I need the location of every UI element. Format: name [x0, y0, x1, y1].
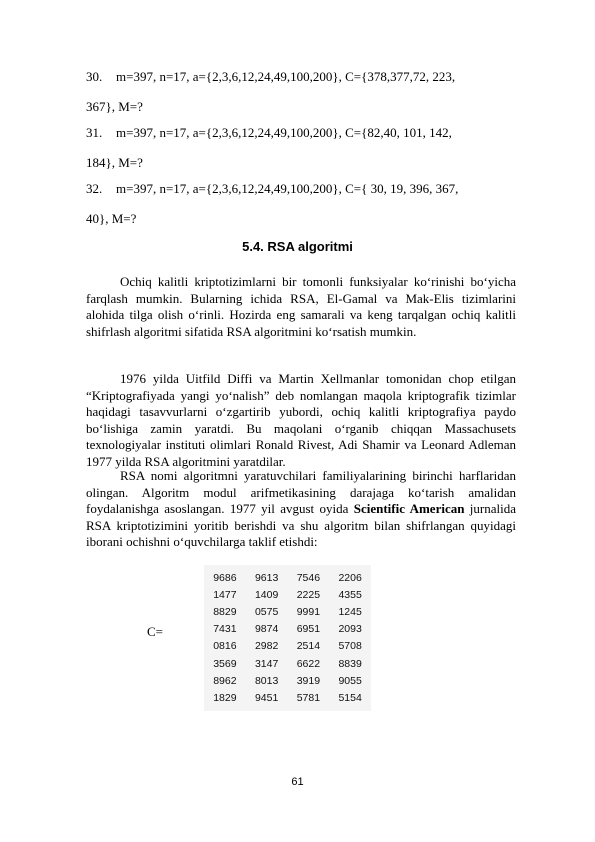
problem-text: m=397, n=17, a={2,3,6,12,24,49,100,200}, C={ 30, 19, 396, 367, [116, 181, 459, 196]
cipher-cell: 1245 [338, 605, 362, 618]
cipher-cell: 9686 [213, 571, 237, 584]
cipher-cell: 8839 [338, 657, 362, 670]
paragraph-rsa-name [86, 468, 516, 551]
cipher-cell: 1829 [213, 691, 237, 704]
problem-line-1 [86, 62, 516, 92]
cipher-cell: 8013 [254, 674, 279, 687]
problem-line-2: 40}, M=? [86, 211, 137, 226]
cipher-cell: 5781 [296, 691, 321, 704]
paragraph-intro: Ochiq kalitli kriptotizimlarni bir tomonli funksiyalar ko‘rinishi bo‘yicha farqlash mumkin. Bularning ichida RSA, El-Gamal va Mak-Elis tizimlarini alohida tilga olish o‘rinli. Hozirda eng samarali va keng tarqalgan ochiq kalitli shifrlash algoritmi sifatida RSA algoritmini ko‘rsatish mumkin. [86, 274, 516, 339]
cipher-cell: 8829 [213, 605, 237, 618]
problem-32 [86, 174, 516, 234]
cipher-cell: 6622 [296, 657, 321, 670]
cipher-row [204, 638, 371, 655]
cipher-row [204, 655, 371, 672]
cipher-row [204, 672, 371, 689]
cipher-cell: 3569 [213, 657, 237, 670]
problem-line-1 [86, 118, 516, 148]
cipher-cell: 7431 [213, 623, 237, 636]
cipher-cell: 9055 [338, 674, 362, 687]
cipher-cell: 9874 [254, 623, 279, 636]
cipher-cell: 5154 [338, 691, 362, 704]
problem-number: 32. [86, 181, 103, 196]
cipher-cell: 6951 [296, 623, 321, 636]
cipher-cell: 9451 [254, 691, 279, 704]
cipher-cell: 1477 [213, 588, 237, 601]
problem-text: m=397, n=17, a={2,3,6,12,24,49,100,200}, C={378,377,72, 223, [116, 69, 456, 84]
cipher-row [204, 586, 371, 603]
cipher-cell: 2206 [338, 571, 362, 584]
cipher-cell: 5708 [338, 640, 362, 653]
cipher-cell: 2225 [296, 588, 321, 601]
cipher-cell: 2982 [254, 640, 279, 653]
paragraph-text-before: RSA nomi algoritmni yaratuvchilari familiyalarining birinchi harflaridan olingan. Algoritm modul arifmetikasining darajaga ko‘tarish amalidan foydalanishga asoslangan. 1977 yil avgust oyida [86, 468, 516, 516]
cipher-row [204, 689, 371, 706]
problem-30 [86, 62, 516, 122]
problem-text: m=397, n=17, a={2,3,6,12,24,49,100,200}, C={82,40, 101, 142, [116, 125, 452, 140]
cipher-cell: 4355 [338, 588, 362, 601]
paragraph-text-after: jurnalida RSA kriptotizimini yoritib berishdi va shu algoritm bilan shifrlangan quyidagi iborani ochishni o‘quvchilarga taklif etishdi: [86, 501, 516, 549]
cipher-cell: 0575 [254, 605, 279, 618]
cipher-cell: 1409 [254, 588, 279, 601]
cipher-cell: 2514 [296, 640, 321, 653]
cipher-row [204, 621, 371, 638]
cipher-cell: 3147 [254, 657, 279, 670]
cipher-cell: 7546 [296, 571, 321, 584]
cipher-label: C= [147, 624, 164, 639]
problem-31 [86, 118, 516, 178]
cipher-cell: 8962 [213, 674, 237, 687]
journal-name: Scientific American [353, 501, 465, 516]
problem-number: 31. [86, 125, 103, 140]
problem-line-2: 184}, M=? [86, 155, 143, 170]
cipher-cell: 2093 [338, 623, 362, 636]
paragraph-history: 1976 yilda Uitfild Diffi va Martin Xellmanlar tomonidan chop etilgan “Kriptografiyada yangi yo‘nalish” deb nomlangan maqola kriptografik tizimlar haqidagi tasavvurlarni o‘zgartirib yubordi, ochiq kalitli kriptografiya paydo bo‘lishiga zamin yaratdi. Bu maqolani o‘rganib chiqqan Massachusets texnologiyalar instituti olimlari Ronald Rivest, Adi Shamir va Leonard Adleman 1977 yilda RSA algoritmini yaratdilar. [86, 371, 516, 469]
cipher-cell: 3919 [296, 674, 321, 687]
cipher-cell: 0816 [213, 640, 237, 653]
cipher-cell: 9613 [254, 571, 279, 584]
problem-line-1 [86, 174, 516, 204]
cipher-table [204, 565, 371, 711]
cipher-row [204, 603, 371, 620]
problem-number: 30. [86, 69, 103, 84]
cipher-cell: 9991 [296, 605, 321, 618]
page-number: 61 [291, 776, 304, 788]
problem-line-2: 367}, M=? [86, 99, 143, 114]
cipher-row [204, 569, 371, 586]
section-heading: 5.4. RSA algoritmi [242, 239, 353, 254]
